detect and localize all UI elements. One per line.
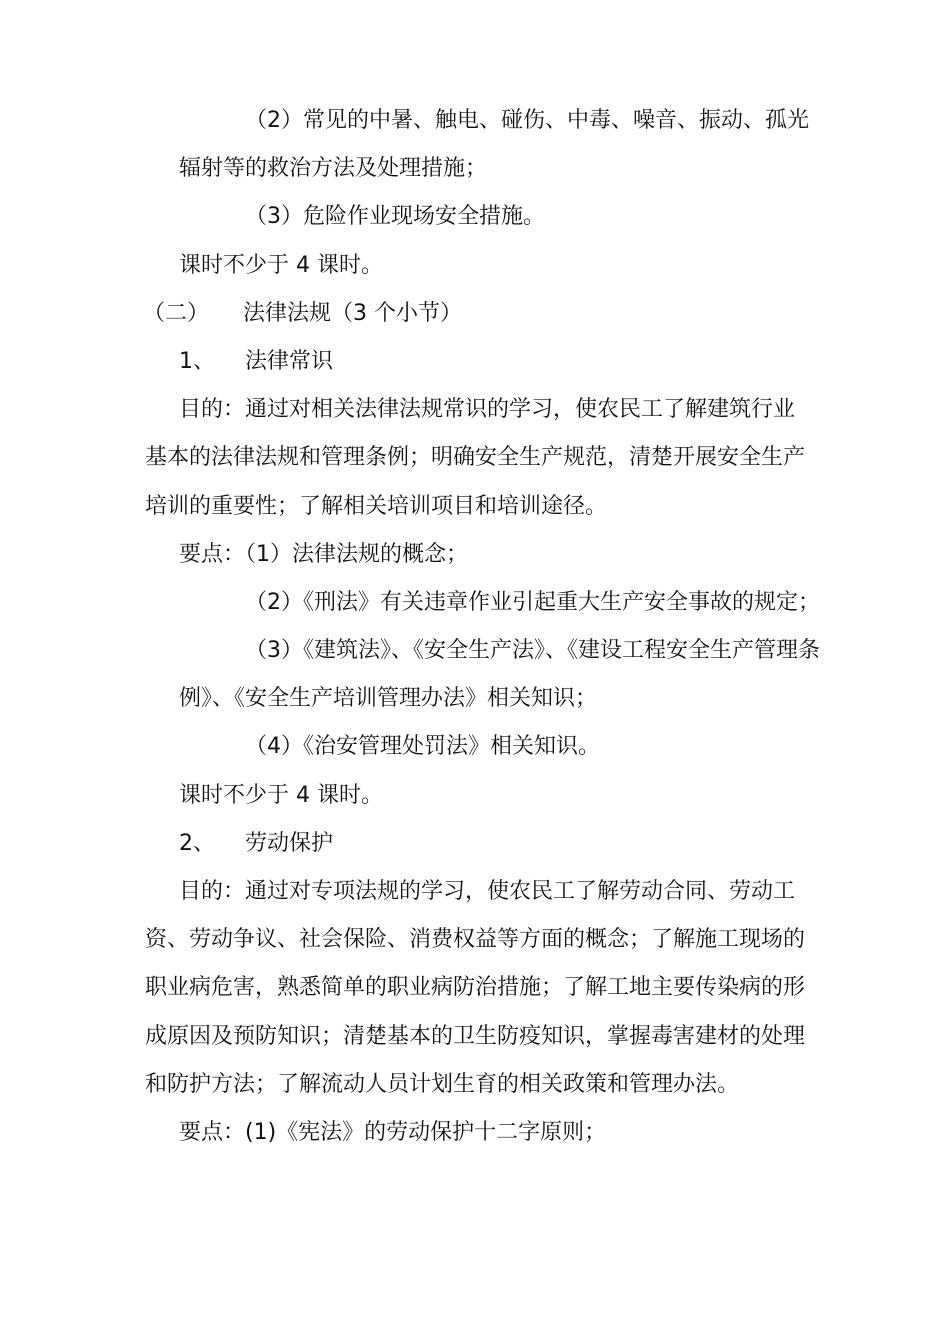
subsection-heading-1 <box>145 338 815 386</box>
section-heading-2 <box>143 290 815 338</box>
subsection-title: 法律常识 <box>245 348 334 374</box>
document-body <box>143 97 820 1157</box>
item-2-line-2: 辐射等的救治方法及处理措施； <box>179 156 488 182</box>
hours-note-1: 课时不少于 4 课时。 <box>179 252 383 278</box>
purpose-line-2: 基本的法律法规和管理条例；明确安全生产规范，清楚开展安全生产 <box>145 445 806 471</box>
subsection-number: 2、 <box>179 830 215 856</box>
key-point-3-line-1: （3）《建筑法》、《安全生产法》、《建设工程安全生产管理条 <box>245 638 820 664</box>
purpose-2-line-1: 目的：通过对专项法规的学习，使农民工了解劳动合同、劳动工 <box>179 879 796 904</box>
key-point-3-line-2: 例》、《安全生产培训管理办法》相关知识； <box>179 686 598 712</box>
purpose-2-line-3: 职业病危害，熟悉简单的职业病防治措施；了解工地主要传染病的形 <box>145 975 806 1001</box>
purpose-2-line-4: 成原因及预防知识；清楚基本的卫生防疫知识，掌握毒害建材的处理 <box>145 1023 806 1049</box>
section-title: 法律法规（3 个小节） <box>243 300 462 326</box>
key-point-2: （2）《刑法》有关违章作业引起重大生产安全事故的规定； <box>245 589 820 615</box>
key-points-2: 要点：(1)《宪法》的劳动保护十二字原则； <box>179 1119 607 1145</box>
hours-note-2: 课时不少于 4 课时。 <box>179 782 383 808</box>
item-3: （3）危险作业现场安全措施。 <box>245 204 545 230</box>
subsection-title: 劳动保护 <box>245 830 334 856</box>
key-point-4: （4）《治安管理处罚法》相关知识。 <box>245 734 600 760</box>
section-number: （二） <box>143 300 210 326</box>
purpose-line-1: 目的：通过对相关法律法规常识的学习，使农民工了解建筑行业 <box>179 397 796 423</box>
item-2-line-1: （2）常见的中暑、触电、碰伤、中毒、噪音、振动、孤光 <box>245 108 809 133</box>
key-points-1: 要点：（1）法律法规的概念； <box>179 541 468 567</box>
purpose-line-3: 培训的重要性；了解相关培训项目和培训途径。 <box>145 493 608 519</box>
subsection-heading-2 <box>145 820 815 868</box>
subsection-number: 1、 <box>179 348 215 374</box>
purpose-2-line-5: 和防护方法；了解流动人员计划生育的相关政策和管理办法。 <box>145 1071 740 1097</box>
purpose-2-line-2: 资、劳动争议、社会保险、消费权益等方面的概念；了解施工现场的 <box>145 927 806 953</box>
